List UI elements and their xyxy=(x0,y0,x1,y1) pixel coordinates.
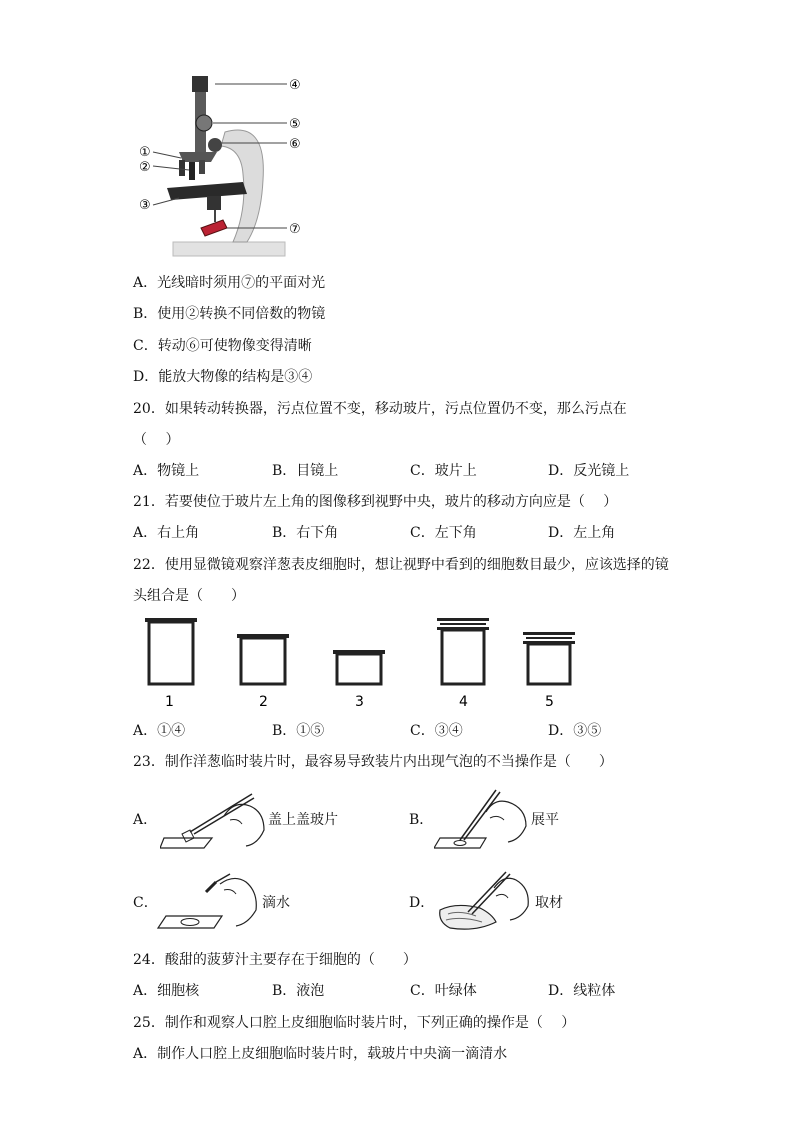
lens-label-2: 2 xyxy=(259,694,268,710)
q23-option-a-caption: 盖上盖玻片 xyxy=(268,812,338,828)
microscope-label-2: ② xyxy=(139,160,151,175)
q21-stem: 21．若要使位于玻片左上角的图像移到视野中央，玻片的移动方向应是（ ） xyxy=(133,494,618,510)
q22-stem-line2: 头组合是（ ） xyxy=(133,588,245,604)
q22-option-b: B．①⑤ xyxy=(272,723,325,739)
lens-4 xyxy=(437,618,489,684)
q20-option-c: C．玻片上 xyxy=(410,463,477,479)
q22-option-c: C．③④ xyxy=(410,723,463,739)
q22-option-a: A．①④ xyxy=(133,723,186,739)
microscope-label-1: ① xyxy=(139,145,151,160)
lens-label-3: 3 xyxy=(355,694,364,710)
microscope-figure xyxy=(135,70,315,260)
q20-option-d: D．反光镜上 xyxy=(548,463,630,479)
q19-option-a: A．光线暗时须用⑦的平面对光 xyxy=(133,275,326,291)
q24-option-b: B．液泡 xyxy=(272,983,325,999)
q23-d-illustration xyxy=(436,866,530,934)
q20-option-b: B．目镜上 xyxy=(272,463,339,479)
q23-option-d-caption: 取材 xyxy=(535,895,563,911)
q24-option-d: D．线粒体 xyxy=(548,983,616,999)
q23-option-b-caption: 展平 xyxy=(531,812,559,828)
q20-option-a: A．物镜上 xyxy=(133,463,200,479)
q20-stem-line2: （ ） xyxy=(133,432,180,448)
lens-3 xyxy=(333,650,385,684)
lens-label-5: 5 xyxy=(545,694,554,710)
lens-5 xyxy=(523,632,575,684)
microscope-label-5: ⑤ xyxy=(289,117,301,132)
lens-1 xyxy=(145,618,197,684)
lens-label-4: 4 xyxy=(459,694,468,710)
q23-option-b-letter: B． xyxy=(409,812,434,828)
q21-option-d: D．左上角 xyxy=(548,525,616,541)
lens-figure xyxy=(135,612,595,716)
q19-option-c: C．转动⑥可使物像变得清晰 xyxy=(133,338,312,354)
q23-option-a-letter: A． xyxy=(133,812,158,828)
q21-option-a: A．右上角 xyxy=(133,525,200,541)
q23-option-c-caption: 滴水 xyxy=(262,895,290,911)
microscope-label-6: ⑥ xyxy=(289,137,301,152)
microscope-label-3: ③ xyxy=(139,198,151,213)
q24-option-c: C．叶绿体 xyxy=(410,983,477,999)
q23-b-illustration xyxy=(434,788,530,852)
lens-label-1: 1 xyxy=(165,694,174,710)
q23-c-illustration xyxy=(156,868,260,934)
q24-stem: 24．酸甜的菠萝汁主要存在于细胞的（ ） xyxy=(133,952,417,968)
q23-a-illustration xyxy=(160,790,268,852)
q21-option-b: B．右下角 xyxy=(272,525,339,541)
microscope-label-7: ⑦ xyxy=(289,222,301,237)
q25-stem: 25．制作和观察人口腔上皮细胞临时装片时，下列正确的操作是（ ） xyxy=(133,1015,576,1031)
q24-option-a: A．细胞核 xyxy=(133,983,200,999)
q20-stem-line1: 20．如果转动转换器，污点位置不变，移动玻片，污点位置仍不变，那么污点在 xyxy=(133,401,627,417)
q23-option-d-letter: D． xyxy=(409,895,435,911)
q23-option-c-letter: C． xyxy=(133,895,158,911)
q23-stem: 23．制作洋葱临时装片时，最容易导致装片内出现气泡的不当操作是（ ） xyxy=(133,754,613,770)
q21-option-c: C．左下角 xyxy=(410,525,477,541)
q22-stem-line1: 22．使用显微镜观察洋葱表皮细胞时，想让视野中看到的细胞数目最少，应该选择的镜 xyxy=(133,557,669,573)
q22-option-d: D．③⑤ xyxy=(548,723,602,739)
microscope-label-4: ④ xyxy=(289,78,301,93)
q19-option-d: D．能放大物像的结构是③④ xyxy=(133,369,313,385)
q19-option-b: B．使用②转换不同倍数的物镜 xyxy=(133,306,326,322)
lens-2 xyxy=(237,634,289,684)
q25-option-a: A．制作人口腔上皮细胞临时装片时，载玻片中央滴一滴清水 xyxy=(133,1046,508,1062)
